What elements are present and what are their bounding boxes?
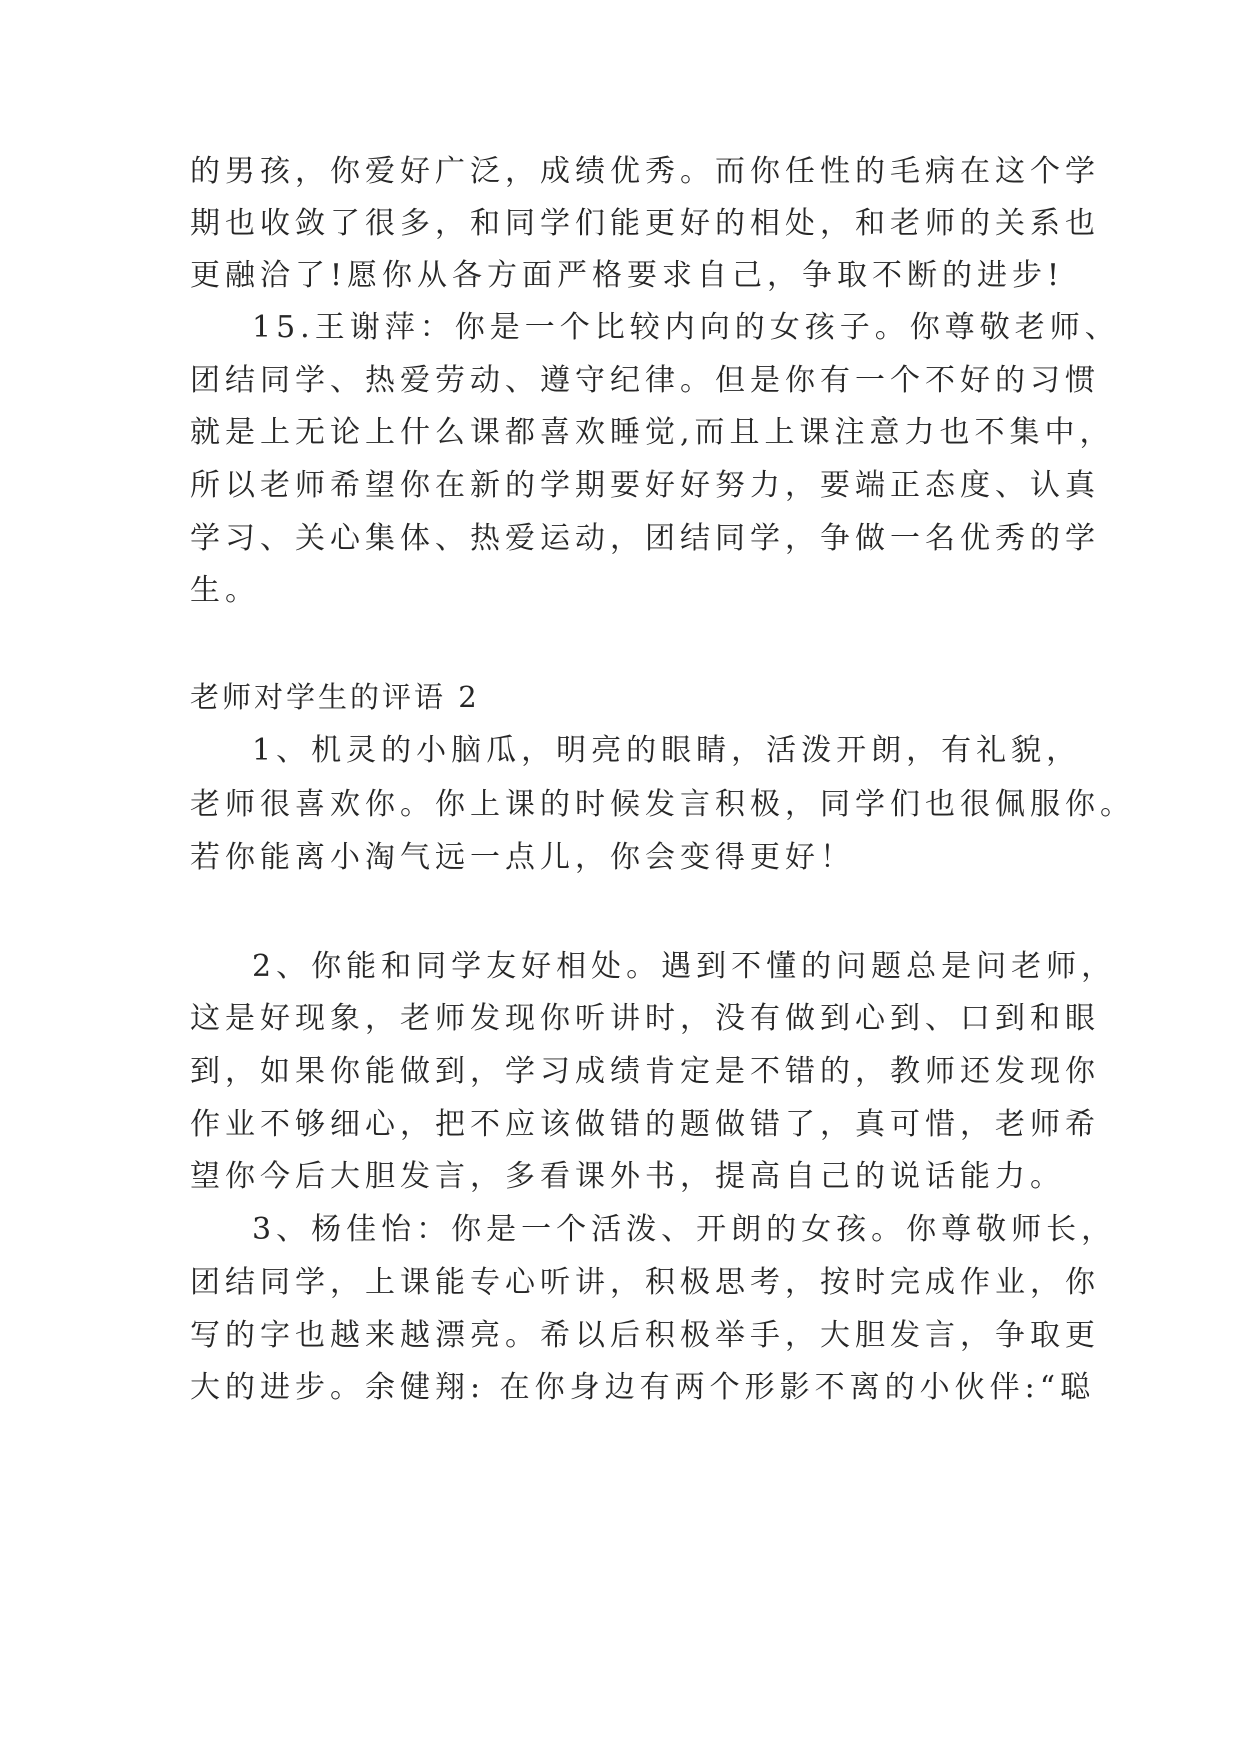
text-line: 的男孩，你爱好广泛，成绩优秀。而你任性的毛病在这个学 — [190, 154, 1100, 189]
section-title: 老师对学生的评语 2 — [190, 680, 480, 714]
text-line: 到，如果你能做到，学习成绩肯定是不错的，教师还发现你 — [190, 1054, 1100, 1089]
text-line: 望你今后大胆发言，多看课外书，提高自己的说话能力。 — [190, 1159, 1065, 1194]
text-line: 团结同学、热爱劳动、遵守纪律。但是你有一个不好的习惯 — [190, 363, 1100, 398]
text-line: 若你能离小淘气远一点儿，你会变得更好！ — [190, 840, 855, 875]
text-line: 3、杨佳怡：你是一个活泼、开朗的女孩。你尊敬师长， — [252, 1212, 1117, 1247]
text-line: 学习、关心集体、热爱运动，团结同学，争做一名优秀的学 — [190, 521, 1100, 556]
text-line: 2、你能和同学友好相处。遇到不懂的问题总是问老师， — [252, 949, 1117, 984]
text-line: 写的字也越来越漂亮。希以后积极举手，大胆发言，争取更 — [190, 1318, 1100, 1353]
text-line: 老师很喜欢你。你上课的时候发言积极，同学们也很佩服你。 — [190, 787, 1135, 822]
text-line: 就是上无论上什么课都喜欢睡觉,而且上课注意力也不集中， — [190, 415, 1115, 450]
text-line: 期也收敛了很多，和同学们能更好的相处，和老师的关系也 — [190, 206, 1100, 241]
text-line: 1、机灵的小脑瓜，明亮的眼睛，活泼开朗，有礼貌， — [252, 733, 1082, 768]
text-line: 15.王谢萍：你是一个比较内向的女孩子。你尊敬老师、 — [252, 310, 1120, 345]
text-line: 大的进步。余健翔: 在你身边有两个形影不离的小伙伴:“聪 — [190, 1370, 1096, 1405]
text-line: 作业不够细心，把不应该做错的题做错了，真可惜，老师希 — [190, 1107, 1100, 1142]
text-line: 所以老师希望你在新的学期要好好努力，要端正态度、认真 — [190, 468, 1100, 503]
text-line: 生。 — [190, 573, 260, 608]
text-line: 更融洽了!愿你从各方面严格要求自己，争取不断的进步! — [190, 258, 1065, 293]
text-line: 这是好现象，老师发现你听讲时，没有做到心到、口到和眼 — [190, 1001, 1100, 1036]
text-line: 团结同学，上课能专心听讲，积极思考，按时完成作业，你 — [190, 1265, 1100, 1300]
